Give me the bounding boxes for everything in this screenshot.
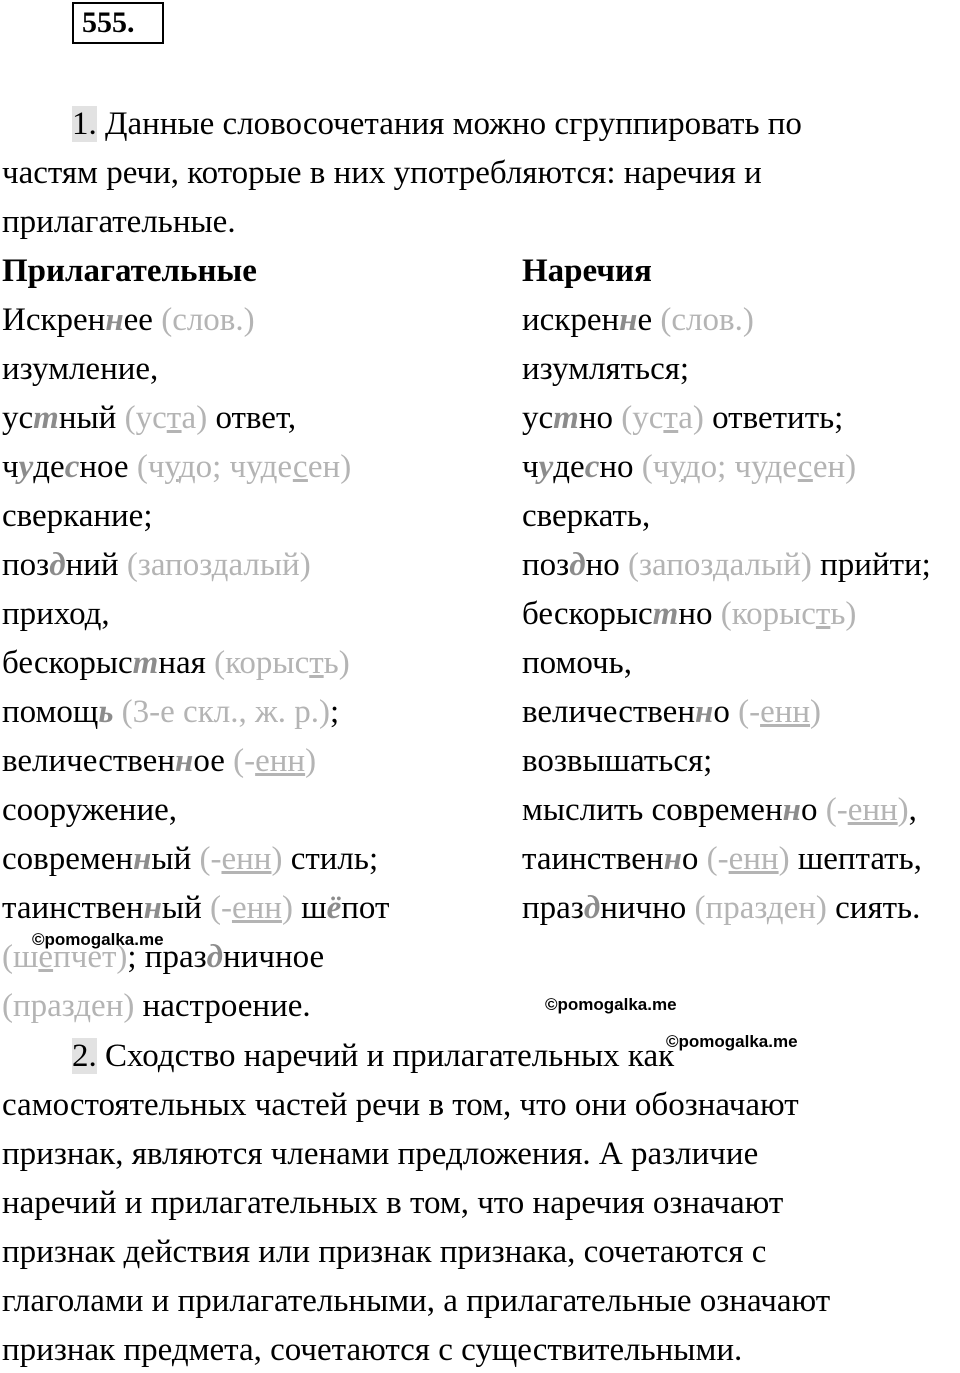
adverb-row bbox=[522, 839, 922, 879]
adjectives-header: Прилагательные bbox=[2, 253, 257, 289]
adverb-row bbox=[522, 300, 754, 340]
hint-text: алый) bbox=[228, 547, 311, 583]
adverb-row bbox=[522, 594, 856, 634]
word-text: , bbox=[908, 792, 917, 828]
spelling-letter: н bbox=[105, 302, 124, 338]
hint-underlined: д bbox=[712, 547, 730, 583]
adjective-row bbox=[2, 398, 296, 438]
hint-text: до; чуде bbox=[178, 449, 293, 485]
hint-underlined: т bbox=[309, 645, 324, 681]
watermark: ©pomogalka.me bbox=[32, 930, 164, 949]
word-text: е bbox=[637, 302, 661, 338]
adverb-row bbox=[522, 496, 650, 536]
hint-text: (- bbox=[825, 792, 848, 828]
hint-text: ) bbox=[810, 694, 822, 730]
word-text: поз bbox=[2, 547, 50, 583]
word-text: ус bbox=[2, 400, 34, 436]
hint-text: (запоз bbox=[126, 547, 212, 583]
hint-text: ) bbox=[305, 743, 317, 779]
hint-underlined: с bbox=[292, 449, 308, 485]
word-text: ый bbox=[161, 890, 210, 926]
hint-text: ) bbox=[897, 792, 909, 828]
part2-line-2: самостоятельных частей речи в том, что они обозначают bbox=[2, 1087, 799, 1123]
word-text: но bbox=[585, 547, 628, 583]
hint-text: (ус bbox=[124, 400, 167, 436]
hint-text: а) bbox=[181, 400, 208, 436]
adverb-row bbox=[522, 888, 920, 928]
part2-line-3: признак, являются членами предложения. А различие bbox=[2, 1136, 759, 1172]
hint-text: (- bbox=[233, 743, 256, 779]
hint-underlined: д bbox=[74, 988, 92, 1024]
adjective-row bbox=[2, 790, 177, 830]
word-text: искрен bbox=[522, 302, 620, 338]
hint-underlined: д bbox=[766, 890, 784, 926]
adverb-row bbox=[522, 398, 843, 438]
hint-text: (праз bbox=[694, 890, 767, 926]
part2-line-1 bbox=[72, 1036, 674, 1076]
adjective-row bbox=[2, 300, 255, 340]
hint-text: (ч bbox=[136, 449, 165, 485]
part1-text-1: Данные словосочетания можно сгруппировать по bbox=[105, 106, 802, 142]
adverbs-header: Наречия bbox=[522, 253, 652, 289]
word-text: помощ bbox=[2, 694, 99, 730]
part2-line-4: наречий и прилагательных в том, что наречия означают bbox=[2, 1185, 784, 1221]
hint-text: (корыс bbox=[720, 596, 816, 632]
hint-text: ен) bbox=[91, 988, 135, 1024]
word-text: бескорыс bbox=[2, 645, 133, 681]
word-text: де bbox=[553, 449, 585, 485]
word-text: ш bbox=[292, 890, 327, 926]
spelling-letter: н bbox=[695, 694, 714, 730]
adjective-row bbox=[2, 692, 339, 732]
adjective-row bbox=[2, 594, 110, 634]
spelling-letter: у bbox=[18, 449, 34, 485]
hint-text: ь) bbox=[323, 645, 350, 681]
word-text: ничное bbox=[223, 939, 325, 975]
hint-text: (ч bbox=[641, 449, 670, 485]
word-text: но bbox=[599, 449, 642, 485]
adjective-row bbox=[2, 888, 389, 928]
hint-underlined: енн bbox=[760, 694, 811, 730]
spelling-letter: д bbox=[206, 939, 224, 975]
adjective-row bbox=[2, 741, 316, 781]
part1-marker: 1. bbox=[72, 106, 97, 142]
hint-underlined: д bbox=[211, 547, 229, 583]
adjective-row bbox=[2, 447, 351, 487]
hint-text: (- bbox=[209, 890, 232, 926]
spelling-letter: с bbox=[584, 449, 600, 485]
adverb-row bbox=[522, 447, 856, 487]
word-text: ное bbox=[79, 449, 137, 485]
word-text: возвышаться; bbox=[522, 743, 713, 779]
word-text: о bbox=[800, 792, 826, 828]
word-text: Искрен bbox=[2, 302, 106, 338]
adjective-row bbox=[2, 349, 158, 389]
spelling-letter: н bbox=[133, 841, 152, 877]
hint-text: (праз bbox=[2, 988, 75, 1024]
spelling-letter: т bbox=[652, 596, 679, 632]
word-text: но bbox=[678, 596, 721, 632]
word-text: ; bbox=[329, 694, 340, 730]
word-text: таинствен bbox=[522, 841, 664, 877]
adjective-row bbox=[2, 545, 311, 585]
word-text: ная bbox=[158, 645, 215, 681]
adjective-row bbox=[2, 986, 311, 1026]
spelling-letter: н bbox=[143, 890, 162, 926]
hint-text: (ус bbox=[621, 400, 664, 436]
part2-line-5: признак действия или признак признака, сочетаются с bbox=[2, 1234, 767, 1270]
word-text: стиль; bbox=[282, 841, 379, 877]
word-text: современ bbox=[2, 841, 134, 877]
word-text: о bbox=[681, 841, 707, 877]
adverb-row bbox=[522, 692, 821, 732]
hint-text: алый) bbox=[729, 547, 812, 583]
word-text: нично bbox=[600, 890, 695, 926]
hint-text: (корыс bbox=[214, 645, 310, 681]
word-text: ый bbox=[151, 841, 200, 877]
spelling-letter: д bbox=[569, 547, 586, 583]
word-text: величествен bbox=[2, 743, 175, 779]
word-text: ; праз bbox=[127, 939, 207, 975]
hint-text: (слов.) bbox=[660, 302, 754, 338]
hint-text: ) bbox=[778, 841, 790, 877]
hint-text: а) bbox=[678, 400, 704, 436]
word-text: ее bbox=[123, 302, 162, 338]
hint-underlined: енн bbox=[231, 890, 282, 926]
word-text: поз bbox=[522, 547, 570, 583]
hint-underlined: т bbox=[166, 400, 182, 436]
word-text: бескорыс bbox=[522, 596, 653, 632]
watermark: ©pomogalka.me bbox=[545, 995, 677, 1014]
hint-text: (- bbox=[738, 694, 761, 730]
word-text: сиять. bbox=[826, 890, 921, 926]
part2-line-6: глаголами и прилагательными, а прилагательные означают bbox=[2, 1283, 831, 1319]
hint-text: (слов.) bbox=[161, 302, 255, 338]
hint-underlined: енн bbox=[221, 841, 272, 877]
word-text: мыслить современ bbox=[522, 792, 783, 828]
hint-text: ен) bbox=[307, 449, 352, 485]
task-number: 555. bbox=[72, 2, 164, 44]
word-text: ус bbox=[522, 400, 554, 436]
hint-text: (3-е скл., ж. р.) bbox=[121, 694, 330, 730]
word-text: прийти; bbox=[811, 547, 931, 583]
hint-underlined: енн bbox=[847, 792, 898, 828]
word-text: пот bbox=[341, 890, 390, 926]
spelling-letter: ь bbox=[98, 694, 114, 730]
word-text: ое bbox=[193, 743, 234, 779]
word-text: таинствен bbox=[2, 890, 144, 926]
word-text: помочь, bbox=[522, 645, 632, 681]
hint-text: пчет) bbox=[53, 939, 128, 975]
hint-text: (ш bbox=[2, 939, 39, 975]
word-text: изумление, bbox=[2, 351, 159, 387]
hint-text: ) bbox=[271, 841, 283, 877]
word-text: сверкание; bbox=[2, 498, 153, 534]
spelling-letter: с bbox=[64, 449, 80, 485]
word-text: праз bbox=[522, 890, 584, 926]
adjective-row bbox=[2, 839, 378, 879]
spelling-letter: н bbox=[663, 841, 682, 877]
hint-text: (- bbox=[706, 841, 729, 877]
spelling-letter: н bbox=[782, 792, 801, 828]
part2-line-7: признак предмета, сочетаются с существительными. bbox=[2, 1332, 743, 1368]
word-text: сверкать, bbox=[522, 498, 651, 534]
hint-underlined: у bbox=[164, 449, 179, 485]
hint-text: ь) bbox=[830, 596, 857, 632]
word-text: де bbox=[33, 449, 65, 485]
hint-text: ) bbox=[281, 890, 293, 926]
word-text: сооружение, bbox=[2, 792, 178, 828]
adverb-row bbox=[522, 545, 931, 585]
hint-text: (- bbox=[199, 841, 222, 877]
spelling-letter: д bbox=[49, 547, 66, 583]
adverb-row bbox=[522, 349, 689, 389]
word-text: настроение. bbox=[134, 988, 311, 1024]
word-text: но bbox=[578, 400, 622, 436]
spelling-letter: у bbox=[538, 449, 554, 485]
spelling-letter: т bbox=[553, 400, 579, 436]
word-text: приход, bbox=[2, 596, 110, 632]
hint-text: до; чуде bbox=[683, 449, 798, 485]
word-text: ный bbox=[58, 400, 125, 436]
adverb-row bbox=[522, 790, 917, 830]
word-text: ответить; bbox=[703, 400, 844, 436]
hint-underlined: енн bbox=[255, 743, 306, 779]
word-text: ч bbox=[522, 449, 539, 485]
hint-underlined: т bbox=[663, 400, 679, 436]
hint-underlined: у bbox=[669, 449, 684, 485]
part2-marker: 2. bbox=[72, 1038, 97, 1074]
watermark: ©pomogalka.me bbox=[666, 1032, 798, 1051]
hint-underlined: т bbox=[815, 596, 831, 632]
hint-underlined: с bbox=[797, 449, 813, 485]
word-text: ответ, bbox=[207, 400, 297, 436]
word-text: ний bbox=[65, 547, 127, 583]
hint-text: (запоз bbox=[628, 547, 713, 583]
part1-line-2: частям речи, которые в них употребляются: наречия и bbox=[2, 155, 762, 191]
adjective-row bbox=[2, 643, 350, 683]
part2-text-1: Сходство наречий и прилагательных как bbox=[105, 1038, 675, 1074]
spelling-letter: н bbox=[175, 743, 194, 779]
spelling-letter: ё bbox=[326, 890, 342, 926]
hint-underlined: енн bbox=[728, 841, 779, 877]
word-text bbox=[113, 694, 121, 730]
word-text: изумляться; bbox=[522, 351, 690, 387]
adjective-row bbox=[2, 496, 153, 536]
hint-text: ен) bbox=[812, 449, 857, 485]
spelling-letter: т bbox=[33, 400, 59, 436]
word-text: ч bbox=[2, 449, 19, 485]
spelling-letter: т bbox=[132, 645, 159, 681]
part1-line-3: прилагательные. bbox=[2, 204, 236, 240]
adverb-row bbox=[522, 741, 712, 781]
word-text: шептать, bbox=[789, 841, 922, 877]
word-text: величествен bbox=[522, 694, 695, 730]
spelling-letter: н bbox=[619, 302, 638, 338]
hint-text: ен) bbox=[783, 890, 827, 926]
adverb-row bbox=[522, 643, 632, 683]
part1-line-1 bbox=[72, 104, 802, 144]
hint-underlined: е bbox=[38, 939, 54, 975]
word-text: о bbox=[713, 694, 739, 730]
spelling-letter: д bbox=[583, 890, 601, 926]
